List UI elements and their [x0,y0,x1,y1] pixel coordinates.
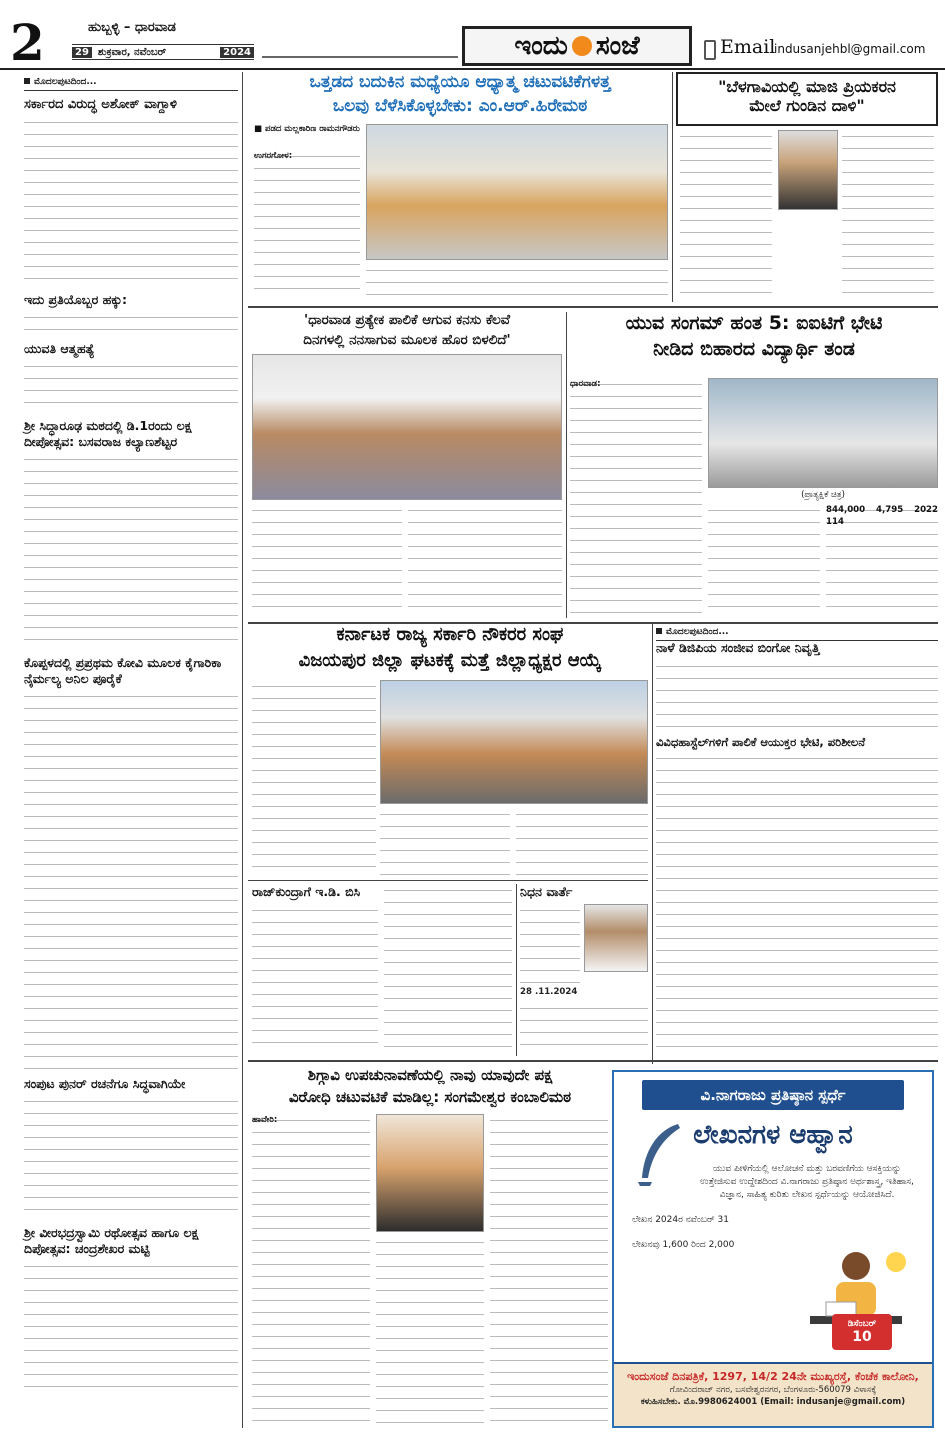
students-group-photo [708,378,938,488]
article-body [516,808,648,876]
article-body [656,660,938,732]
suspect-photo [778,130,838,210]
headline-line-2: ವಿಜಯಪುರ ಜಿಲ್ಲಾ ಘಟಕಕ್ಕೆ ಮತ್ತೆ ಜಿಲ್ಲಾಧ್ಯಕ್ಷರ ಆಯ್ಕೆ [298,650,602,671]
headline-line-1: ಶಿಗ್ಗಾವಿ ಉಪಚುನಾವಣೆಯಲ್ಲಿ ನಾವು ಯಾವುದೇ ಪಕ್ಷ [307,1066,553,1084]
article-heading: ವಿವಿಧಹಾಸ್ಟೆಲ್‌ಗಳಿಗೆ ಪಾಲಿಕೆ ಆಯುಕ್ತರ ಭೇಟಿ, ಪರಿಶೀಲನೆ [656,735,866,749]
article-heading: ಶ್ರೀ ಸಿದ್ಧಾರೂಢ ಮಠದಲ್ಲಿ ಡಿ.1ರಂದು ಲಕ್ಷ ದೀಪೋತ್ಸವ: ಬಸವರಾಜ ಕಲ್ಯಾಣಶೆಟ್ಟರ [24,418,192,449]
article-heading: ನಾಳೆ ಡಿಜಿಪಿಯ ಸಂಜೀವ ಬಿಂಗೋ ನಿವೃತ್ತಿ [656,640,820,655]
section-tag: ಮೊದಲಪುಟದಿಂದ... [24,74,238,91]
article-heading: ಶ್ರೀ ವೀರಭದ್ರಸ್ವಾಮಿ ರಥೋತ್ಸವ ಹಾಗೂ ಲಕ್ಷ ದಿಪೋತ್ಸವ: ಚಂದ್ರಶೇಖರ ಮಟ್ಟಿ [24,1225,199,1256]
article-body [842,130,934,302]
article-heading: ಕೊಪ್ಪಳದಲ್ಲಿ ಪ್ರಪ್ರಥಮ ಕೋವಿ ಮೂಲಕ ಕೈಗಾರಿಕಾ ನೈರ್ಮಲ್ಯ ಅನಿಲ ಪೂರೈಕೆ [24,655,222,686]
meeting-photo [252,354,562,500]
advert-title: ಲೇಖನಗಳ ಆಹ್ವಾನ [693,1120,853,1150]
article-body: ಉಗರಗೋಳ: [254,150,360,290]
section-tag: ಮೊದಲಪುಟದಿಂದ... [656,624,938,641]
headline-box [676,72,938,126]
headline-line-1: ಒತ್ತಡದ ಬದುಕಿನ ಮಧ್ಯೆಯೂ ಆಧ್ಯಾತ್ಮ ಚಟುವಟಿಕೆಗಳತ್ತ [309,72,611,92]
article-body [490,1114,608,1428]
row-divider [248,306,938,308]
headline-line-1: ಯುವ ಸಂಗಮ್ ಹಂತ 5: ಐಐಟಿಗೆ ಭೇಟಿ [625,312,883,334]
headline-line-1: 'ಧಾರವಾಡ ಪ್ರತ್ಯೇಕ ಪಾಲಿಕೆ ಆಗುವ ಕನಸು ಕೆಲವೆ [303,312,511,328]
article-heading: ಇದು ಪ್ರತಿಯೊಬ್ಬರ ಹಕ್ಕು: [24,292,128,307]
newspaper-logo [462,26,692,66]
row-divider [248,1060,938,1062]
article-body [708,504,820,618]
column-divider [672,72,673,302]
headline-line-1: "ಬೆಳಗಾವಿಯಲ್ಲಿ ಮಾಜಿ ಪ್ರಿಯಕರನ [718,77,896,96]
article-body [384,884,512,1054]
article-body [366,264,668,302]
column-divider [516,884,517,1056]
page-number: 2 [10,13,45,72]
article-heading: ರಾಜ್‌ಕುಂದ್ರಾಗೆ ಇ.ಡಿ. ಬಿಸಿ [252,884,361,899]
date-year: 2024 [220,47,254,58]
logo-sun-icon [572,36,592,56]
column-divider [652,624,653,1064]
row-divider [248,880,648,881]
procession-photo [366,124,668,260]
advert-footer [614,1362,932,1426]
obituary-photo [584,904,648,972]
stat-count: 114 [826,517,844,527]
headline-line-2: ವಿರೋಧಿ ಚಟುವಟಿಕೆ ಮಾಡಿಲ್ಲ: ಸಂಗಮೇಶ್ವರ ಕಂಬಾಲಿಮಠ [288,1088,572,1106]
quill-pen-icon [628,1120,688,1190]
article-heading: ನಿಧನ ವಾರ್ತೆ [520,884,573,899]
article-body: ಹಾವೇರಿ: [252,1114,370,1428]
article-body [24,690,238,1070]
article-body [376,1236,484,1428]
edition-city: ಹುಬ್ಬಳ್ಳಿ – ಧಾರವಾಡ [88,20,176,35]
byline: ■ ಪಡದ ಮಲ್ಲಕಾರಿಣ ರಾಮನಗೌಡರು [254,124,360,134]
stat-people: 4,795 [876,505,904,515]
headline-line-2: ಒಲವು ಬೆಳೆಸಿಕೊಳ್ಳಬೇಕು: ಎಂ.ಆರ್.ಹಿರೇಮಠ [332,96,588,116]
obituary-date: 28 .11.2024 [520,987,578,997]
article-body [252,904,378,1054]
advert-address-line: ಗೋವಿಂದರಾಜ್ ನಗರ, ಬಸವೇಶ್ವರನಗರ, ಬೆಂಗಳೂರು-560079 ವಿಳಾಸಕ್ಕೆ [669,1385,877,1395]
essay-contest-advert [612,1070,934,1428]
advert-body: ಯುವ ಪೀಳಿಗೆಯಲ್ಲಿ ಆಲೋಚನೆ ಮತ್ತು ಬರವಣಿಗೆಯ ಆಸಕ್ತಿಯನ್ನು ಉತ್ತೇಜಿಸುವ ಉದ್ದೇಶದಿಂದ ವಿ.ನಾಗರಾಜು ಪ್ರತಿಷ್ಠಾನ ಅರ್ಥಶಾಸ್ತ್ರ, ಇತಿಹಾಸ, ವಿಜ್ಞಾನ, ಸಾಹಿತ್ಯ ಕುರಿತು ಲೇಖನ ಸ್ಪರ್ಧೆಯನ್ನು ಆಯೋಜಿಸಿದೆ. [700,1164,914,1200]
article-body [380,808,510,876]
headline-line-1: ಕರ್ನಾಟಕ ರಾಜ್ಯ ಸರ್ಕಾರಿ ನೌಕರರ ಸಂಘ [336,624,564,645]
article-body [24,1260,238,1388]
article-body [24,1095,238,1219]
left-column [24,74,238,1424]
stat-amount: 844,000 [826,505,866,515]
email-address: indusanjehbl@gmail.com [774,42,926,56]
masthead [0,0,945,70]
article-heading: ಸಂಪುಟ ಪುನರ್ ರಚನೆಗೂ ಸಿದ್ಧವಾಗಿಯೇ [24,1076,186,1091]
article-body [656,752,938,1058]
email-label: Email [720,36,776,58]
photo-caption: (ಪ್ರಾತ್ಯಕ್ಷಿಕೆ ಚಿತ್ರ) [801,490,845,500]
article-body [520,904,580,984]
headline-line-2: ದಿನಗಳಲ್ಲಿ ನನಸಾಗುವ ಮೂಲಕ ಹೊರ ಬಿಳಲಿದೆ' [303,332,511,348]
article-body [826,504,938,618]
column-divider [242,72,243,1428]
dateline [72,44,254,60]
phone-icon [704,40,716,60]
article-body [252,504,402,618]
logo-text-right: ಸಂಜೆ [595,30,640,61]
logo-text-left: ಇಂದು [514,30,568,61]
article-body [520,1002,648,1054]
article-heading: ಸರ್ಕಾರದ ವಿರುದ್ಧ ಅಶೋಕ್ ವಾಗ್ದಾಳಿ [24,97,177,112]
article-body: ಧಾರವಾಡ: [570,378,702,618]
article-body [24,360,238,412]
date-day: 29 [72,47,92,58]
article-body [680,130,772,302]
article-heading: ಯುವತಿ ಆತ್ಮಹತ್ಯೆ [24,341,95,356]
article-body [252,680,376,876]
advert-address-title: ಇಂದುಸಂಜೆ ದಿನಪತ್ರಿಕೆ, 1297, 14/2 24ನೇ ಮುಖ್ಯರಸ್ತೆ, ಕೆಂಚೆಕ ಕಾಲೋನಿ, [627,1370,919,1383]
masthead-divider [262,56,458,58]
advert-contact-line: ಕಳುಹಿಸಬೇಕು. ಮೊ.9980624001 (Email: indusanje@gmail.com) [640,1397,906,1407]
advert-deadline: ಲೇಖನ 2024ರ ನವೆಂಬರ್ 31 [632,1215,729,1225]
deadline-badge: ಡಿಸೆಂಬರ್ 10 [832,1314,892,1350]
article-body [408,504,562,618]
square-bullet-icon [24,78,30,84]
speaker-photo [376,1114,484,1232]
square-bullet-icon [656,628,662,634]
article-body [24,453,238,649]
headline-line-2: ನೀಡಿದ ಬಿಹಾರದ ವಿದ್ಯಾರ್ಥಿ ತಂಡ [653,338,855,360]
felicitation-photo [380,680,648,804]
advert-word-limit: ಲೇಖನವು 1,600 ರಿಂದ 2,000 [632,1240,735,1250]
advert-banner: ವಿ.ನಾಗರಾಜು ಪ್ರತಿಷ್ಠಾನ ಸ್ಪರ್ಧೆ [642,1080,904,1110]
article-body [24,116,238,286]
headline-line-2: ಮೇಲೆ ಗುಂಡಿನ ದಾಳಿ" [749,96,865,116]
date-weekday: ಶುಕ್ರವಾರ, ನವೆಂಬರ್ [97,46,167,58]
stat-year: 2022 [914,505,938,515]
column-divider [566,312,567,618]
article-body [24,311,238,335]
